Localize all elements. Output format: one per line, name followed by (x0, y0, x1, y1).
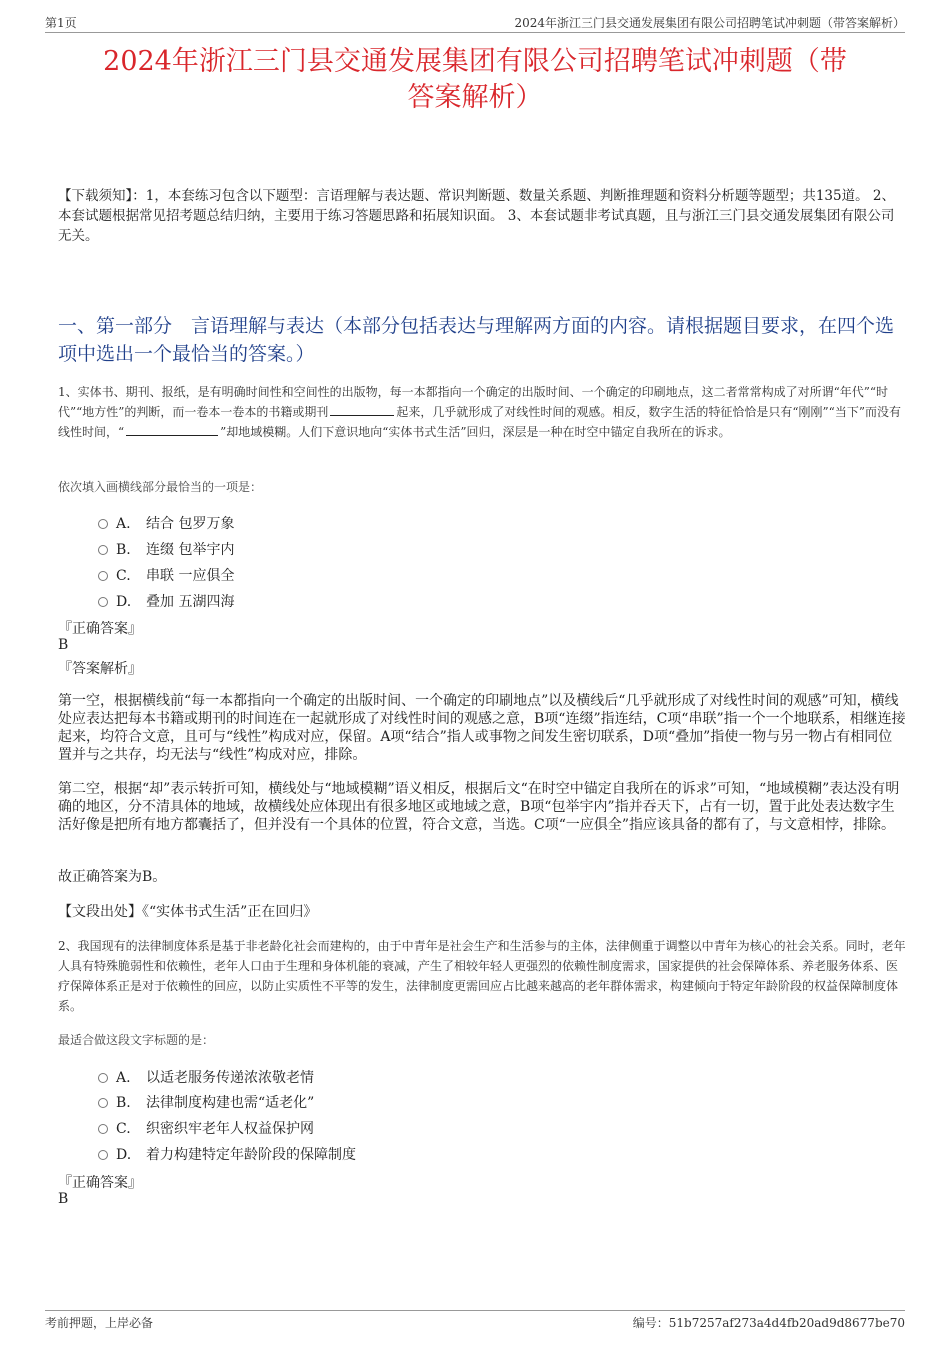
header-doc-title: 2024年浙江三门县交通发展集团有限公司招聘笔试冲刺题（带答案解析） (514, 16, 905, 30)
title-line-2: 答案解析） (407, 82, 543, 113)
title-line-1: 2024年浙江三门县交通发展集团有限公司招聘笔试冲刺题（带 (103, 46, 847, 77)
q1-option-a[interactable]: A. 结合 包罗万象 (98, 513, 234, 531)
radio-icon[interactable] (98, 1073, 108, 1083)
q1-option-c[interactable]: C. 串联 一应俱全 (98, 565, 234, 583)
q1-analysis-paragraph-2: 第二空，根据“却”表示转折可知，横线处与“地域模糊”语义相反，根据后文“在时空中锚定自我所在的诉求”可知，“地域模糊”表达没有明确的地区，分不清具体的地域，故横线处应体现出有很多地区或地域之意，B项“包举宇内”指并吞天下，占有一切，置于此处表达数字生活好像是把所有地方都囊括了，但并没有一个具体的位置，符合文意，当选。C项“一应俱全”指应该具备的都有了，与文意相悖，排除。 (58, 781, 900, 833)
q1-option-b[interactable]: B. 连缀 包举宇内 (98, 539, 234, 557)
q1-stem-part-a: 1、实体书、期刊、报纸，是有明确时间性和空间性的出版物，每一本都指向一个确定的出版时间、一个确定的印刷地点，这二者常常构成了对所谓“年代”“时代”“地方性”的判断，而一卷本一卷本的书籍或期刊 (58, 385, 889, 419)
q1-stem-part-b: 起来，几乎就形成了对线性时间的观感。相反，数字生活的特征恰恰是只有“刚刚”“当下”而没有线性时间，“ (58, 405, 901, 439)
blank-1 (330, 403, 394, 416)
blank-2 (126, 423, 218, 436)
q2-answer: B (58, 1191, 69, 1207)
q1-option-d[interactable]: D. 叠加 五湖四海 (98, 591, 234, 609)
footer-doc-id: 编号：51b7257af273a4d4fb20ad9d8677be70 (632, 1316, 905, 1330)
q2-option-d[interactable]: D. 着力构建特定年龄阶段的保障制度 (98, 1144, 356, 1162)
q2-option-a[interactable]: A. 以适老服务传递浓浓敬老情 (98, 1067, 314, 1085)
q1-answer: B (58, 637, 69, 653)
page-title (40, 44, 910, 116)
section-heading: 一、第一部分 言语理解与表达（本部分包括表达与理解两方面的内容。请根据题目要求，在四个选项中选出一个最恰当的答案。） (58, 315, 895, 365)
q1-conclusion: 故正确答案为B。 (58, 869, 167, 885)
radio-icon[interactable] (98, 597, 108, 607)
q1-analysis-label: 『答案解析』 (58, 661, 142, 677)
question-1-stem (58, 382, 906, 442)
radio-icon[interactable] (98, 519, 108, 529)
footer-slogan: 考前押题，上岸必备 (45, 1316, 154, 1330)
q2-answer-label: 『正确答案』 (58, 1175, 142, 1191)
radio-icon[interactable] (98, 1098, 108, 1108)
q2-prompt: 最适合做这段文字标题的是： (58, 1033, 215, 1047)
q1-stem-part-c: ”却地域模糊。人们下意识地向“实体书式生活”回归，深层是一种在时空中锚定自我所在的诉求。 (220, 425, 731, 439)
q1-analysis-paragraph-1: 第一空，根据横线前“每一本都指向一个确定的出版时间、一个确定的印刷地点”以及横线后“几乎就形成了对线性时间的观感”可知，横线处应表达把每本书籍或期刊的时间连在一起就形成了对线性时间的观感之意，B项“连缀”指连结，C项“串联”指一个一个地联系，相继连接起来，均符合文意，且可与“线性”构成对应，保留。A项“结合”指人或事物之间发生密切联系，D项“叠加”指使一物与另一物占有相同位置并与之共存，均无法与“线性”构成对应，排除。 (58, 693, 906, 763)
page-footer (45, 1310, 905, 1335)
radio-icon[interactable] (98, 571, 108, 581)
radio-icon[interactable] (98, 1150, 108, 1160)
radio-icon[interactable] (98, 545, 108, 555)
page-number: 第1页 (45, 16, 77, 30)
q2-option-c[interactable]: C. 织密织牢老年人权益保护网 (98, 1118, 314, 1136)
radio-icon[interactable] (98, 1124, 108, 1134)
q1-prompt: 依次填入画横线部分最恰当的一项是： (58, 480, 263, 494)
question-2-stem: 2、我国现有的法律制度体系是基于非老龄化社会而建构的，由于中青年是社会生产和生活参与的主体，法律侧重于调整以中青年为核心的社会关系。同时，老年人具有特殊脆弱性和依赖性，老年人口由于生理和身体机能的衰减，产生了相较年轻人更强烈的依赖性制度需求，国家提供的社会保障体系、养老服务体系、医疗保障体系正是对于依赖性的回应，以防止实质性不平等的发生，法律制度更需回应占比越来越高的老年群体需求，构建倾向于特定年龄阶段的权益保障制度体系。 (58, 939, 906, 1013)
q2-option-b[interactable]: B. 法律制度构建也需“适老化” (98, 1092, 314, 1110)
download-notice: 【下载须知】：1，本套练习包含以下题型：言语理解与表达题、常识判断题、数量关系题、判断推理题和资料分析题等题型；共135道。 2、本套试题根据常见招考题总结归纳，主要用于练习答题思路和拓展知识面。 3、本套试题非考试真题，且与浙江三门县交通发展集团有限公司无关。 (58, 188, 895, 244)
q1-answer-label: 『正确答案』 (58, 621, 142, 637)
page-header (45, 12, 905, 33)
q1-source: 【文段出处】《“实体书式生活”正在回归》 (58, 904, 318, 920)
